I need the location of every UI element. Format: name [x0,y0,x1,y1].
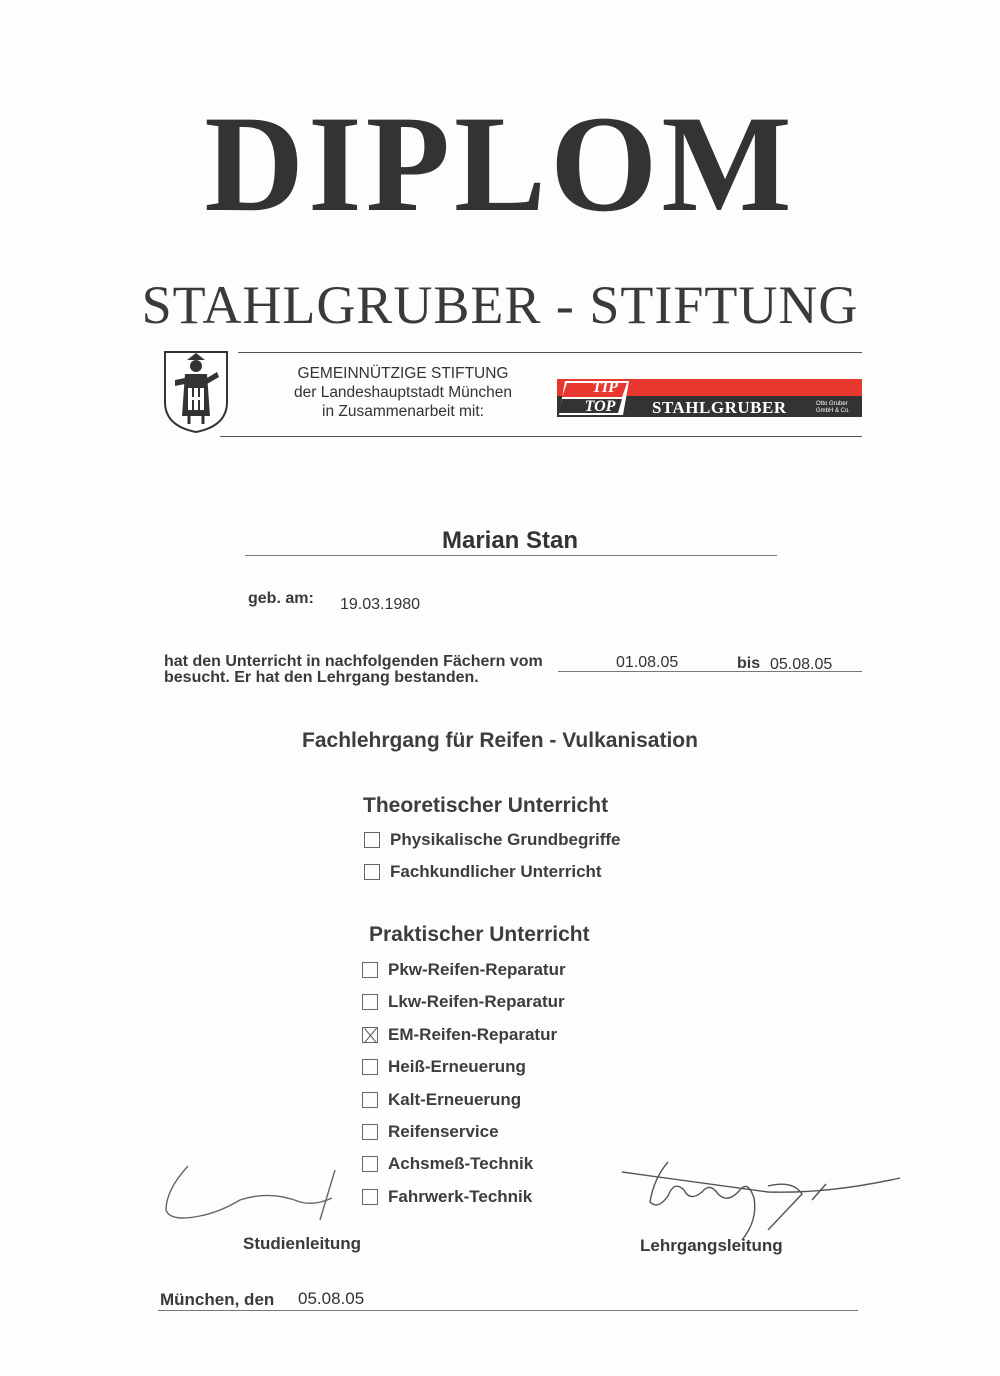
checklist-item [362,991,565,1013]
place-label: München, den [160,1290,275,1309]
practice-heading: Praktischer Unterricht [369,923,590,946]
attendance-text-line-2: besucht. Er hat den Lehrgang bestanden. [164,669,479,686]
attendance-text-line-1: hat den Unterricht in nachfolgenden Fächern vom [164,653,543,670]
checklist-item-label: Pkw-Reifen-Reparatur [388,960,566,979]
organization-text [268,364,538,421]
checkbox-empty-icon [362,1156,378,1172]
header-rule-top [238,352,862,353]
birth-date: 19.03.1980 [340,596,421,613]
organization-line-3: in Zusammenarbeit mit: [322,403,484,420]
diploma-title: DIPLOM [204,87,796,240]
course-title: Fachlehrgang für Reifen - Vulkanisation [302,729,698,752]
checkbox-empty-icon [362,1124,378,1140]
organization-line-2: der Landeshauptstadt München [293,384,513,401]
checkbox-empty-icon [362,994,378,1010]
attendance-to-label: bis [737,655,761,672]
footer-underline [158,1310,858,1311]
checklist-item-label: Heiß-Erneuerung [388,1057,526,1077]
issue-date: 05.08.05 [298,1289,365,1308]
attendance-from-date: 01.08.05 [616,654,679,671]
checklist-item-label: Reifenservice [388,1122,499,1141]
checklist-item-label: Fahrwerk-Technik [388,1186,533,1206]
checkbox-checked-icon [362,1027,378,1043]
checkbox-empty-icon [364,864,380,880]
checkbox-empty-icon [362,1189,378,1205]
checklist-item-label: Physikalische Grundbegriffe [390,830,621,849]
birth-label: geb. am: [248,590,314,607]
foundation-name: STAHLGRUBER - STIFTUNG [141,275,859,335]
signature-right-label: Lehrgangsleitung [640,1236,783,1255]
theory-heading: Theoretischer Unterricht [363,794,609,817]
checklist-item [362,1121,499,1143]
checklist-item [362,1153,533,1175]
checklist-item [362,959,566,981]
attendance-to-date: 05.08.05 [770,656,833,673]
signature-right [618,1150,908,1250]
logo-stahlgruber: STAHLGRUBER [652,398,787,417]
checkbox-empty-icon [364,832,380,848]
checklist-item-label: Lkw-Reifen-Reparatur [388,992,565,1012]
checklist-item-label: EM-Reifen-Reparatur [388,1024,558,1044]
organization-line-1: GEMEINNÜTZIGE STIFTUNG [297,365,509,382]
header-rule-bottom [220,436,862,437]
checklist-item-label: Achsmeß-Technik [388,1154,534,1174]
signature-left-label: Studienleitung [243,1234,362,1253]
attendance-date-underline [558,671,862,672]
signature-left [160,1160,340,1230]
checkbox-empty-icon [362,1059,378,1075]
checklist-item-label: Fachkundlicher Unterricht [390,862,602,881]
munich-coat-of-arms-icon [163,350,229,434]
logo-tip: TIP [592,379,618,396]
recipient-name: Marian Stan [441,527,579,554]
name-underline [245,555,777,556]
logo-top: TOP [584,398,616,415]
checklist-item [362,1024,557,1046]
checklist-item [362,1089,521,1111]
logo-company-line: Otto Gruber GmbH & Co. [816,401,851,414]
checklist-item [362,1186,532,1208]
checkbox-empty-icon [362,962,378,978]
checklist-item [364,829,621,851]
checklist-item [364,861,602,883]
checklist-item-label: Kalt-Erneuerung [388,1089,522,1109]
checkbox-empty-icon [362,1092,378,1108]
checklist-item [362,1056,526,1078]
